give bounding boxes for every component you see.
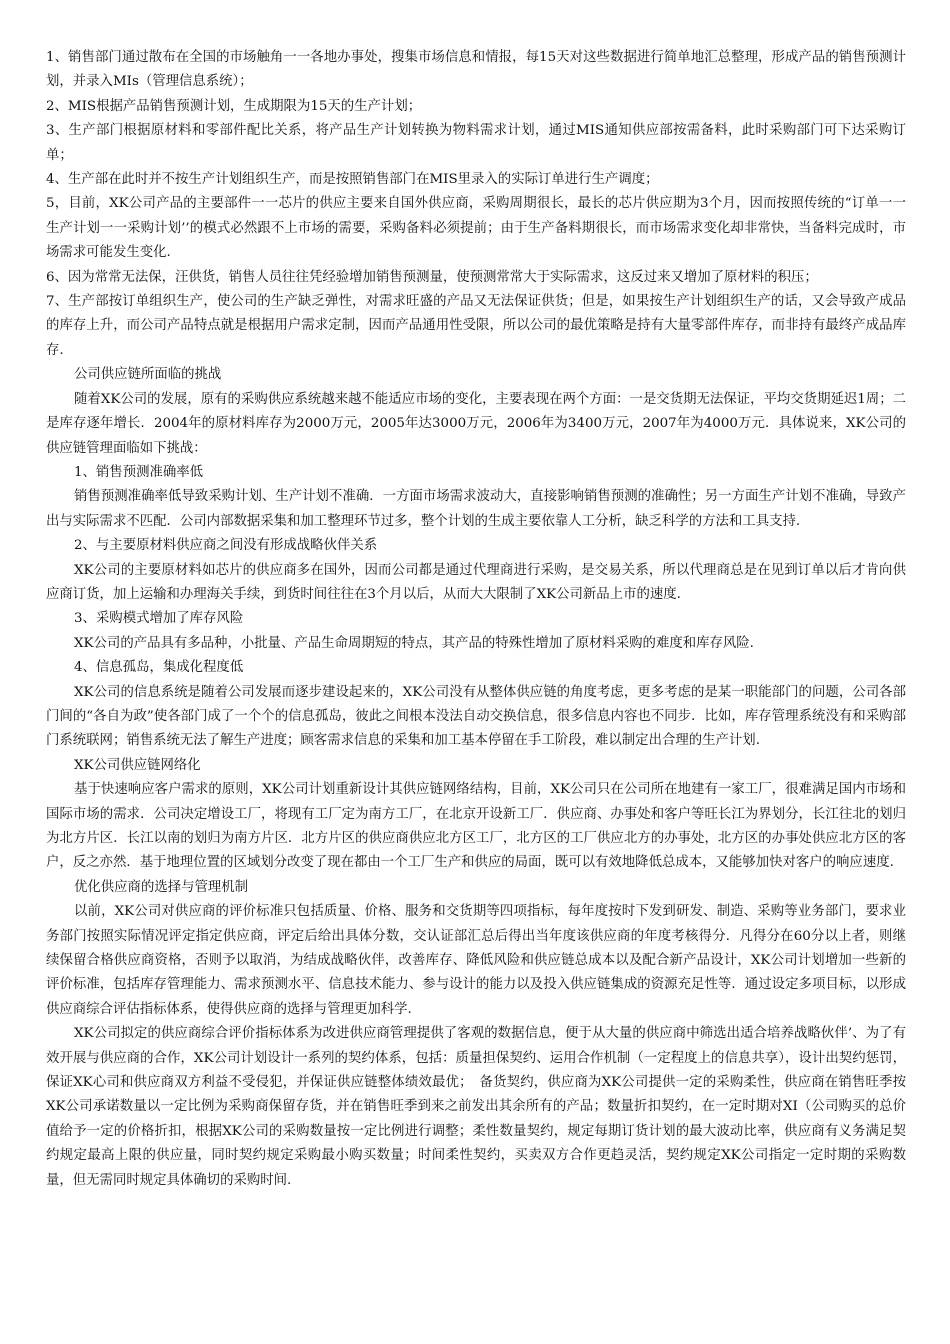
section-heading-supplier-selection: 优化供应商的选择与管理机制: [74, 879, 249, 895]
paragraph-network: 基于快速响应客户需求的原则，XK公司计划重新设计其供应链网络结构，目前，XK公司只在公司所在地建有一家工厂，很难满足国内市场和国际市场的需求．公司决定增设工厂，将现有工厂定为南方工厂，在北京开设新工厂．供应商、办事处和客户等旺长江为界划分，长江往北的划归为北方片区．长江以南的划归为南方片区．北方片区的供应商供应北方区工厂，北方区的工厂供应北方的办事处，北方区的办事处供应北方区的客户，反之亦然．基于地理位置的区域划分改变了现在都由一个工厂生产和供应的局面，既可以有效地降低总成本，又能够加快对客户的响应速度.: [46, 782, 906, 871]
paragraph-6: 6、因为常常无法保，汪供货，销售人员往往凭经验增加销售预测量，使预测常常大于实际需求，这反过来又增加了原材料的积压；: [46, 269, 818, 285]
section-heading-challenges: 公司供应链所面临的挑战: [74, 367, 222, 383]
paragraph-3: 3、生产部门根据原材料和零部件配比关系，将产品生产计划转换为物料需求计划，通过MIS通知供应部按需备料，此时采购部门可下达采购订单；: [46, 123, 906, 163]
section-heading-network: XK公司供应链网络化: [74, 757, 201, 773]
subheading-information-islands: 4、信息孤岛，集成化程度低: [74, 660, 244, 676]
paragraph-challenges-intro: 随着XK公司的发展，原有的采购供应系统越来越不能适应市场的变化，主要表现在两个方面：一是交货期无法保证，平均交货期延迟1周；二是库存逐年增长．2004年的原材料库存为2000万元，2005年达3000万元，2006年为3400万元，2007年为4000万元．具体说来，XK公司的供应链管理面临如下挑战：: [46, 391, 906, 456]
paragraph-information-islands: XK公司的信息系统是随着公司发展而逐步建设起来的，XK公司没有从整体供应链的角度考虑，更多考虑的是某一职能部门的问题，公司各部门间的“各自为政”使各部门成了一个个的信息孤岛，彼此之间根本没法自动交换信息，很多信息内容也不同步．比如，库存管理系统没有和采购部门系统联网；销售系统无法了解生产进度；顾客需求信息的采集和加工基本停留在手工阶段，难以制定出合理的生产计划.: [46, 684, 906, 749]
paragraph-7: 7、生产部按订单组织生产，使公司的生产缺乏弹性，对需求旺盛的产品又无法保证供货；但是，如果按生产计划组织生产的话，又会导致产成品的库存上升，而公司产品特点就是根据用户需求定制，因而产品通用性受限，所以公司的最优策略是持有大量零部件库存，而非持有最终产成品库存.: [46, 294, 906, 358]
paragraph-inventory-risk: XK公司的产品具有多品种，小批量、产品生命周期短的特点，其产品的特殊性增加了原材料采购的难度和库存风险.: [74, 635, 754, 651]
subheading-forecast-accuracy: 1、销售预测准确率低: [74, 464, 204, 480]
paragraph-supplier-contracts: XK公司拟定的供应商综合评价指标体系为改进供应商管理提供了客观的数据信息，便于从大量的供应商中筛选出适合培养战略伙伴’、为了有效开展与供应商的合作，XK公司计划设计一系列的契约体系，包括：质量担保契约、运用合作机制（一定程度上的信息共享），设计出契约惩罚，保证XK心司和供应商双方利益不受侵犯，并保证供应链整体绩效最优； 备货契约，供应商为XK公司提供一定的采购柔性，供应商在销售旺季按XK公司承诺数量以一定比例为采购商保留存货，并在销售旺季到来之前发出其余所有的产品；数量折扣契约，在一定时期对XI（公司购买的总价值给予一定的价格折扣，根据XK公司的采购数量按一定比例进行调整；柔性数量契约，规定每期订货计划的最大波动比率，供应商有义务满足契约规定最高上限的供应量，同时契约规定采购最小购买数量；时间柔性契约，买卖双方合作更趋灵活，契约规定XK公司指定一定时期的采购数量，但无需同时规定具体确切的采购时间.: [46, 1026, 906, 1188]
paragraph-2: 2、MIS根据产品销售预测计划，生成期限为15天的生产计划；: [46, 98, 422, 114]
paragraph-1: 1、销售部门通过散布在全国的市场触角一一各地办事处，搜集市场信息和情报，每15天对这些数据进行简单地汇总整理，形成产品的销售预测计划，并录入MIs（管理信息系统）；: [46, 50, 906, 90]
paragraph-supplier-partnership: XK公司的主要原材料如芯片的供应商多在国外，因而公司都是通过代理商进行采购，是交易关系，所以代理商总是在见到订单以后才肯向供应商订货，加上运输和办理海关手续，到货时间往往在3个月以后，从而大大限制了XK公司新品上市的速度.: [46, 562, 906, 602]
paragraph-supplier-evaluation: 以前，XK公司对供应商的评价标准只包括质量、价格、服务和交货期等四项指标，每年度按时下发到研发、制造、采购等业务部门，要求业务部门按照实际情况评定指定供应商，评定后给出具体分数，交认证部汇总后得出当年度该供应商的年度考核得分．凡得分在60分以上者，则继续保留合格供应商资格，否则予以取消，为结成战略伙伴，改善库存、降低风险和供应链总成本以及配合新产品设计，XK公司计划增加一些新的评价标准，包括库存管理能力、需求预测水平、信息技术能力、参与设计的能力以及投入供应链集成的资源充足性等．通过设定多项目标，以形成供应商综合评估指标体系，使得供应商的选择与管理更加科学.: [46, 904, 906, 1017]
subheading-supplier-partnership: 2、与主要原材料供应商之间没有形成战略伙伴关系: [74, 538, 378, 554]
paragraph-forecast-accuracy: 销售预测准确率低导致采购计划、生产计划不准确．一方面市场需求波动大，直接影响销售预测的准确性；另一方面生产计划不准确，导致产出与实际需求不匹配．公司内部数据采集和加工整理环节过多，整个计划的生成主要依靠人工分析，缺乏科学的方法和工具支持.: [46, 489, 906, 529]
paragraph-5: 5，目前，XK公司产品的主要部件一一芯片的供应主要来自国外供应商，采购周期很长，最长的芯片供应期为3个月，因而按照传统的“订单一一生产计划一一采购计划’’的模式必然跟不上市场的需要，采购备料必须提前；由于生产备料期很长，而市场需求变化却非常快，当备料完成时，市场需求可能发生变化.: [46, 196, 906, 261]
paragraph-4: 4、生产部在此时并不按生产计划组织生产，而是按照销售部门在MIS里录入的实际订单进行生产调度；: [46, 172, 659, 188]
subheading-inventory-risk: 3、采购模式增加了库存风险: [74, 611, 244, 627]
